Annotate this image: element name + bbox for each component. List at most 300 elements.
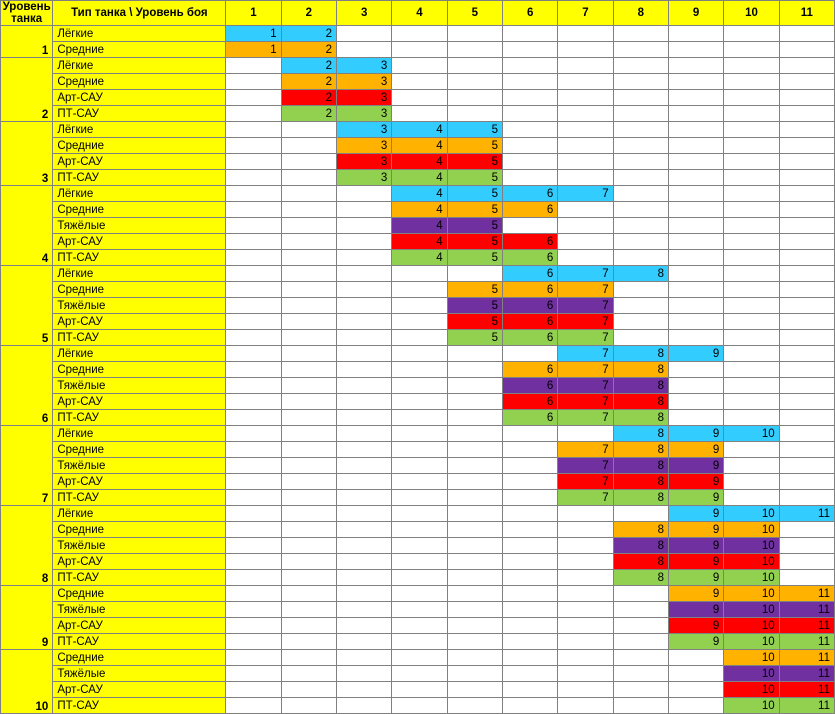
- battle-level-cell: 9: [668, 602, 723, 618]
- empty-cell: [226, 426, 281, 442]
- empty-cell: [502, 106, 557, 122]
- empty-cell: [668, 106, 723, 122]
- battle-level-cell: 4: [392, 234, 447, 250]
- empty-cell: [502, 426, 557, 442]
- empty-cell: [281, 266, 336, 282]
- empty-cell: [724, 410, 779, 426]
- empty-cell: [724, 218, 779, 234]
- tank-type-cell: Средние: [53, 202, 226, 218]
- empty-cell: [226, 682, 281, 698]
- tank-tier-cell: 3: [1, 122, 53, 186]
- battle-level-cell: 3: [337, 90, 392, 106]
- tank-type-cell: Средние: [53, 74, 226, 90]
- table-row: [1, 538, 835, 554]
- battle-level-cell: 9: [668, 442, 723, 458]
- empty-cell: [668, 682, 723, 698]
- battle-level-cell: 5: [447, 298, 502, 314]
- empty-cell: [558, 42, 613, 58]
- battle-level-cell: 9: [668, 554, 723, 570]
- tank-tier-cell: 7: [1, 426, 53, 506]
- table-row: [1, 490, 835, 506]
- empty-cell: [226, 634, 281, 650]
- empty-cell: [447, 570, 502, 586]
- empty-cell: [502, 554, 557, 570]
- tank-type-cell: Арт-САУ: [53, 394, 226, 410]
- battle-level-cell: 6: [502, 234, 557, 250]
- empty-cell: [613, 26, 668, 42]
- table-row: [1, 474, 835, 490]
- tank-type-cell: Средние: [53, 138, 226, 154]
- battle-level-cell: 10: [724, 698, 779, 714]
- empty-cell: [779, 314, 834, 330]
- empty-cell: [392, 682, 447, 698]
- tank-type-cell: Арт-САУ: [53, 234, 226, 250]
- empty-cell: [558, 570, 613, 586]
- empty-cell: [226, 170, 281, 186]
- empty-cell: [558, 602, 613, 618]
- empty-cell: [226, 298, 281, 314]
- battle-level-cell: 8: [613, 426, 668, 442]
- table-body: [1, 26, 835, 714]
- battle-level-cell: 6: [502, 394, 557, 410]
- empty-cell: [337, 378, 392, 394]
- tank-type-cell: Лёгкие: [53, 122, 226, 138]
- battle-level-cell: 6: [502, 186, 557, 202]
- empty-cell: [724, 458, 779, 474]
- empty-cell: [502, 42, 557, 58]
- table-row: [1, 154, 835, 170]
- empty-cell: [281, 410, 336, 426]
- empty-cell: [281, 362, 336, 378]
- empty-cell: [502, 458, 557, 474]
- empty-cell: [724, 266, 779, 282]
- tank-type-cell: Тяжёлые: [53, 666, 226, 682]
- table-row: [1, 170, 835, 186]
- tank-type-cell: ПТ-САУ: [53, 250, 226, 266]
- tank-type-cell: ПТ-САУ: [53, 170, 226, 186]
- battle-level-cell: 6: [502, 266, 557, 282]
- tank-type-cell: Лёгкие: [53, 26, 226, 42]
- header-battle-level: 8: [613, 1, 668, 26]
- empty-cell: [779, 170, 834, 186]
- table-row: [1, 426, 835, 442]
- empty-cell: [779, 362, 834, 378]
- battle-level-cell: 2: [281, 74, 336, 90]
- empty-cell: [724, 442, 779, 458]
- empty-cell: [226, 394, 281, 410]
- table-row: [1, 74, 835, 90]
- empty-cell: [226, 442, 281, 458]
- header-battle-level: 1: [226, 1, 281, 26]
- empty-cell: [558, 170, 613, 186]
- empty-cell: [779, 266, 834, 282]
- empty-cell: [724, 362, 779, 378]
- table-row: [1, 234, 835, 250]
- empty-cell: [337, 298, 392, 314]
- empty-cell: [392, 442, 447, 458]
- empty-cell: [502, 90, 557, 106]
- battle-level-cell: 4: [392, 154, 447, 170]
- battle-level-cell: 4: [392, 170, 447, 186]
- tank-type-cell: Тяжёлые: [53, 378, 226, 394]
- empty-cell: [502, 602, 557, 618]
- table-row: [1, 186, 835, 202]
- empty-cell: [502, 682, 557, 698]
- empty-cell: [392, 570, 447, 586]
- battle-level-cell: 10: [724, 666, 779, 682]
- empty-cell: [281, 634, 336, 650]
- empty-cell: [447, 602, 502, 618]
- empty-cell: [337, 458, 392, 474]
- empty-cell: [668, 650, 723, 666]
- tank-tier-cell: 9: [1, 586, 53, 650]
- tank-type-cell: Арт-САУ: [53, 474, 226, 490]
- empty-cell: [447, 634, 502, 650]
- empty-cell: [502, 538, 557, 554]
- empty-cell: [392, 410, 447, 426]
- battle-level-cell: 6: [502, 314, 557, 330]
- empty-cell: [447, 90, 502, 106]
- empty-cell: [447, 378, 502, 394]
- battle-level-cell: 5: [447, 282, 502, 298]
- empty-cell: [447, 394, 502, 410]
- empty-cell: [281, 490, 336, 506]
- empty-cell: [779, 26, 834, 42]
- table-row: [1, 522, 835, 538]
- empty-cell: [779, 426, 834, 442]
- empty-cell: [668, 330, 723, 346]
- empty-cell: [724, 474, 779, 490]
- empty-cell: [724, 42, 779, 58]
- empty-cell: [779, 298, 834, 314]
- battle-level-cell: 5: [447, 218, 502, 234]
- battle-level-cell: 11: [779, 698, 834, 714]
- header-battle-level: 5: [447, 1, 502, 26]
- empty-cell: [558, 698, 613, 714]
- battle-level-cell: 7: [558, 394, 613, 410]
- empty-cell: [447, 42, 502, 58]
- empty-cell: [502, 138, 557, 154]
- empty-cell: [281, 298, 336, 314]
- battle-level-cell: 11: [779, 666, 834, 682]
- empty-cell: [668, 314, 723, 330]
- empty-cell: [392, 634, 447, 650]
- battle-level-cell: 2: [281, 106, 336, 122]
- battle-level-cell: 8: [613, 362, 668, 378]
- battle-level-cell: 10: [724, 602, 779, 618]
- empty-cell: [668, 394, 723, 410]
- empty-cell: [447, 554, 502, 570]
- empty-cell: [392, 266, 447, 282]
- table-row: [1, 666, 835, 682]
- battle-level-cell: 8: [613, 474, 668, 490]
- battle-level-cell: 7: [558, 186, 613, 202]
- battle-level-cell: 10: [724, 586, 779, 602]
- empty-cell: [668, 202, 723, 218]
- empty-cell: [613, 650, 668, 666]
- empty-cell: [337, 442, 392, 458]
- header-battle-level: 10: [724, 1, 779, 26]
- header-tier: Уровень танка: [1, 1, 53, 26]
- table-row: [1, 282, 835, 298]
- table-row: [1, 634, 835, 650]
- battle-level-cell: 10: [724, 618, 779, 634]
- empty-cell: [337, 522, 392, 538]
- empty-cell: [724, 378, 779, 394]
- table-row: [1, 554, 835, 570]
- empty-cell: [558, 522, 613, 538]
- tank-type-cell: Лёгкие: [53, 266, 226, 282]
- empty-cell: [668, 74, 723, 90]
- empty-cell: [447, 58, 502, 74]
- header-type: Тип танка \ Уровень боя: [53, 1, 226, 26]
- tank-type-cell: Лёгкие: [53, 186, 226, 202]
- empty-cell: [779, 330, 834, 346]
- battle-level-cell: 5: [447, 250, 502, 266]
- empty-cell: [226, 74, 281, 90]
- empty-cell: [779, 490, 834, 506]
- empty-cell: [226, 410, 281, 426]
- table-row: [1, 202, 835, 218]
- empty-cell: [668, 218, 723, 234]
- empty-cell: [558, 506, 613, 522]
- empty-cell: [281, 250, 336, 266]
- tank-type-cell: ПТ-САУ: [53, 330, 226, 346]
- empty-cell: [779, 138, 834, 154]
- battle-level-cell: 6: [502, 330, 557, 346]
- empty-cell: [724, 186, 779, 202]
- table-row: [1, 266, 835, 282]
- empty-cell: [558, 666, 613, 682]
- header-battle-level: 9: [668, 1, 723, 26]
- battle-level-cell: 9: [668, 586, 723, 602]
- empty-cell: [724, 138, 779, 154]
- empty-cell: [613, 154, 668, 170]
- empty-cell: [502, 570, 557, 586]
- empty-cell: [502, 666, 557, 682]
- battle-level-cell: 10: [724, 538, 779, 554]
- battle-level-cell: 3: [337, 138, 392, 154]
- empty-cell: [281, 234, 336, 250]
- empty-cell: [447, 442, 502, 458]
- empty-cell: [724, 74, 779, 90]
- table-row: [1, 42, 835, 58]
- empty-cell: [226, 586, 281, 602]
- battle-level-cell: 3: [337, 58, 392, 74]
- empty-cell: [447, 666, 502, 682]
- battle-level-cell: 3: [337, 122, 392, 138]
- empty-cell: [613, 234, 668, 250]
- empty-cell: [613, 698, 668, 714]
- table-row: [1, 58, 835, 74]
- empty-cell: [502, 618, 557, 634]
- empty-cell: [226, 650, 281, 666]
- battle-level-cell: 9: [668, 570, 723, 586]
- empty-cell: [337, 618, 392, 634]
- empty-cell: [226, 186, 281, 202]
- empty-cell: [392, 522, 447, 538]
- battle-level-cell: 7: [558, 442, 613, 458]
- empty-cell: [779, 282, 834, 298]
- empty-cell: [613, 42, 668, 58]
- table-row: [1, 458, 835, 474]
- empty-cell: [281, 506, 336, 522]
- tank-tier-cell: 6: [1, 346, 53, 426]
- tank-tier-cell: 1: [1, 26, 53, 58]
- battle-level-cell: 11: [779, 682, 834, 698]
- battle-level-cell: 4: [392, 202, 447, 218]
- battle-level-cell: 4: [392, 218, 447, 234]
- tank-tier-cell: 2: [1, 58, 53, 122]
- battle-level-cell: 1: [226, 42, 281, 58]
- empty-cell: [502, 506, 557, 522]
- empty-cell: [226, 218, 281, 234]
- empty-cell: [337, 650, 392, 666]
- empty-cell: [558, 26, 613, 42]
- battle-level-cell: 7: [558, 474, 613, 490]
- battle-level-cell: 9: [668, 346, 723, 362]
- battle-level-cell: 6: [502, 410, 557, 426]
- empty-cell: [392, 314, 447, 330]
- battle-level-cell: 5: [447, 138, 502, 154]
- empty-cell: [226, 698, 281, 714]
- empty-cell: [613, 330, 668, 346]
- battle-level-cell: 9: [668, 426, 723, 442]
- empty-cell: [281, 538, 336, 554]
- empty-cell: [779, 74, 834, 90]
- header-battle-level: 7: [558, 1, 613, 26]
- empty-cell: [226, 570, 281, 586]
- empty-cell: [226, 522, 281, 538]
- empty-cell: [668, 698, 723, 714]
- empty-cell: [447, 266, 502, 282]
- empty-cell: [392, 346, 447, 362]
- battle-level-cell: 9: [668, 618, 723, 634]
- empty-cell: [337, 250, 392, 266]
- empty-cell: [392, 602, 447, 618]
- empty-cell: [447, 106, 502, 122]
- tank-type-cell: Лёгкие: [53, 506, 226, 522]
- tank-type-cell: ПТ-САУ: [53, 410, 226, 426]
- empty-cell: [613, 682, 668, 698]
- empty-cell: [724, 26, 779, 42]
- empty-cell: [558, 554, 613, 570]
- battle-level-cell: 5: [447, 186, 502, 202]
- table-row: [1, 122, 835, 138]
- empty-cell: [558, 138, 613, 154]
- tank-type-cell: Лёгкие: [53, 426, 226, 442]
- empty-cell: [779, 458, 834, 474]
- battle-level-cell: 8: [613, 458, 668, 474]
- battle-level-cell: 6: [502, 362, 557, 378]
- battle-level-cell: 9: [668, 634, 723, 650]
- empty-cell: [226, 362, 281, 378]
- tank-type-cell: Тяжёлые: [53, 458, 226, 474]
- battle-level-cell: 3: [337, 74, 392, 90]
- empty-cell: [281, 122, 336, 138]
- empty-cell: [779, 570, 834, 586]
- battle-level-cell: 8: [613, 394, 668, 410]
- empty-cell: [392, 106, 447, 122]
- empty-cell: [502, 634, 557, 650]
- empty-cell: [558, 426, 613, 442]
- empty-cell: [779, 378, 834, 394]
- header-battle-level: 4: [392, 1, 447, 26]
- empty-cell: [281, 378, 336, 394]
- empty-cell: [668, 154, 723, 170]
- empty-cell: [779, 394, 834, 410]
- empty-cell: [226, 538, 281, 554]
- header-row: [1, 1, 835, 26]
- empty-cell: [226, 346, 281, 362]
- empty-cell: [337, 602, 392, 618]
- empty-cell: [337, 314, 392, 330]
- empty-cell: [779, 538, 834, 554]
- empty-cell: [502, 26, 557, 42]
- empty-cell: [502, 58, 557, 74]
- empty-cell: [392, 698, 447, 714]
- empty-cell: [502, 586, 557, 602]
- empty-cell: [668, 362, 723, 378]
- empty-cell: [779, 410, 834, 426]
- empty-cell: [337, 554, 392, 570]
- tank-type-cell: Средние: [53, 650, 226, 666]
- battle-level-cell: 8: [613, 554, 668, 570]
- empty-cell: [502, 650, 557, 666]
- table-row: [1, 378, 835, 394]
- battle-level-cell: 9: [668, 490, 723, 506]
- empty-cell: [668, 410, 723, 426]
- empty-cell: [226, 266, 281, 282]
- empty-cell: [392, 58, 447, 74]
- battle-level-cell: 10: [724, 426, 779, 442]
- empty-cell: [226, 106, 281, 122]
- empty-cell: [558, 234, 613, 250]
- empty-cell: [226, 154, 281, 170]
- empty-cell: [558, 58, 613, 74]
- battle-level-cell: 9: [668, 474, 723, 490]
- empty-cell: [779, 106, 834, 122]
- empty-cell: [724, 154, 779, 170]
- empty-cell: [226, 138, 281, 154]
- empty-cell: [392, 586, 447, 602]
- empty-cell: [447, 682, 502, 698]
- empty-cell: [779, 218, 834, 234]
- battle-level-cell: 5: [447, 202, 502, 218]
- empty-cell: [226, 330, 281, 346]
- empty-cell: [281, 650, 336, 666]
- empty-cell: [226, 666, 281, 682]
- empty-cell: [613, 618, 668, 634]
- tank-tier-cell: 10: [1, 650, 53, 714]
- tank-type-cell: Арт-САУ: [53, 154, 226, 170]
- empty-cell: [337, 426, 392, 442]
- header-battle-level: 2: [281, 1, 336, 26]
- empty-cell: [281, 426, 336, 442]
- tank-type-cell: Тяжёлые: [53, 218, 226, 234]
- empty-cell: [558, 202, 613, 218]
- battle-level-cell: 10: [724, 506, 779, 522]
- empty-cell: [337, 474, 392, 490]
- battle-level-cell: 2: [281, 42, 336, 58]
- empty-cell: [779, 42, 834, 58]
- empty-cell: [337, 538, 392, 554]
- table-row: [1, 618, 835, 634]
- empty-cell: [502, 170, 557, 186]
- tank-type-cell: Средние: [53, 282, 226, 298]
- battle-level-cell: 3: [337, 154, 392, 170]
- tank-type-cell: Арт-САУ: [53, 90, 226, 106]
